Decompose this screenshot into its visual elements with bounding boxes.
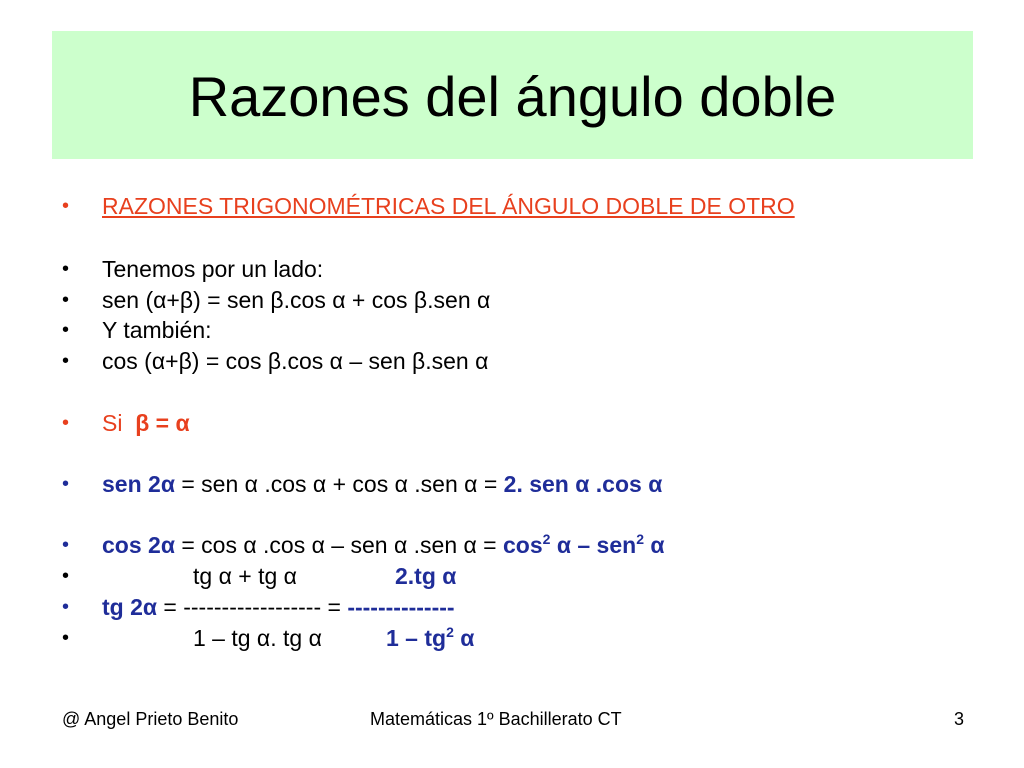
slide-title: Razones del ángulo doble <box>188 65 837 128</box>
formula-tg2 <box>102 591 455 623</box>
bullet-dot: • <box>62 319 70 341</box>
bullet-condition <box>0 407 1024 439</box>
condition-equation: β = α <box>135 410 190 436</box>
bullet-cos2 <box>0 529 1024 561</box>
bullet-dot: • <box>62 596 70 618</box>
bullet-line <box>0 314 1024 346</box>
bullet-dot: • <box>62 627 70 649</box>
formula-sum-sin: sen (α+β) = sen β.cos α + cos β.sen α <box>102 287 491 313</box>
bullet-dot: • <box>62 350 70 372</box>
tg2-lhs: tg 2α <box>102 594 158 620</box>
bullet-tg-numerator <box>0 560 1024 592</box>
section-heading: RAZONES TRIGONOMÉTRICAS DEL ÁNGULO DOBLE DE OTRO <box>102 193 795 219</box>
bullet-dot: • <box>62 565 70 587</box>
bullet-dot: • <box>62 412 70 434</box>
cos2-lhs: cos 2α <box>102 532 175 558</box>
tg-denominator-result: $1 - tg^2$ α <box>386 624 475 651</box>
bullet-tg-denominator <box>0 622 1024 654</box>
bullet-dot: • <box>62 534 70 556</box>
bullet-tg2 <box>0 591 1024 623</box>
bullet-line <box>0 284 1024 316</box>
condition <box>102 407 190 439</box>
footer-course: Matemáticas 1º Bachillerato CT <box>370 709 622 729</box>
bullet-dot: • <box>62 473 70 495</box>
footer-author: @ Angel Prieto Benito <box>62 709 239 729</box>
line-text: Tenemos por un lado: <box>102 256 324 282</box>
cos2-result: $\cos^2 \alpha - sen^2$ α <box>503 531 665 558</box>
tg2-result-fraction-bar: -------------- <box>347 594 455 620</box>
footer-page-number: 3 <box>954 709 965 729</box>
bullet-heading <box>0 190 1024 222</box>
line-text: Y también: <box>102 317 212 343</box>
sen2-lhs: sen 2α <box>102 471 175 497</box>
bullet-dot: • <box>62 289 70 311</box>
sen2-mid: = sen α .cos α + cos α .sen α = <box>174 471 504 497</box>
tg-numerator-result: 2.tg α <box>395 563 457 589</box>
cos2-mid: = cos α .cos α – sen α .sen α = <box>174 532 504 558</box>
bullet-dot: • <box>62 195 70 217</box>
bullet-dot: • <box>62 258 70 280</box>
bullet-sen2 <box>0 468 1024 500</box>
formula-sum-cos: cos (α+β) = cos β.cos α – sen β.sen α <box>102 348 489 374</box>
tg-denominator: 1 – tg α. tg α <box>193 625 322 651</box>
formula-cos2 <box>102 529 665 561</box>
sen2-result: 2. sen α .cos α <box>503 471 663 497</box>
tg2-fraction-bar: = ------------------ = <box>157 594 348 620</box>
tg-numerator: tg α + tg α <box>193 563 297 589</box>
formula-sen2 <box>102 468 662 500</box>
bullet-line <box>0 345 1024 377</box>
si-word: Si <box>102 410 123 436</box>
bullet-line <box>0 253 1024 285</box>
